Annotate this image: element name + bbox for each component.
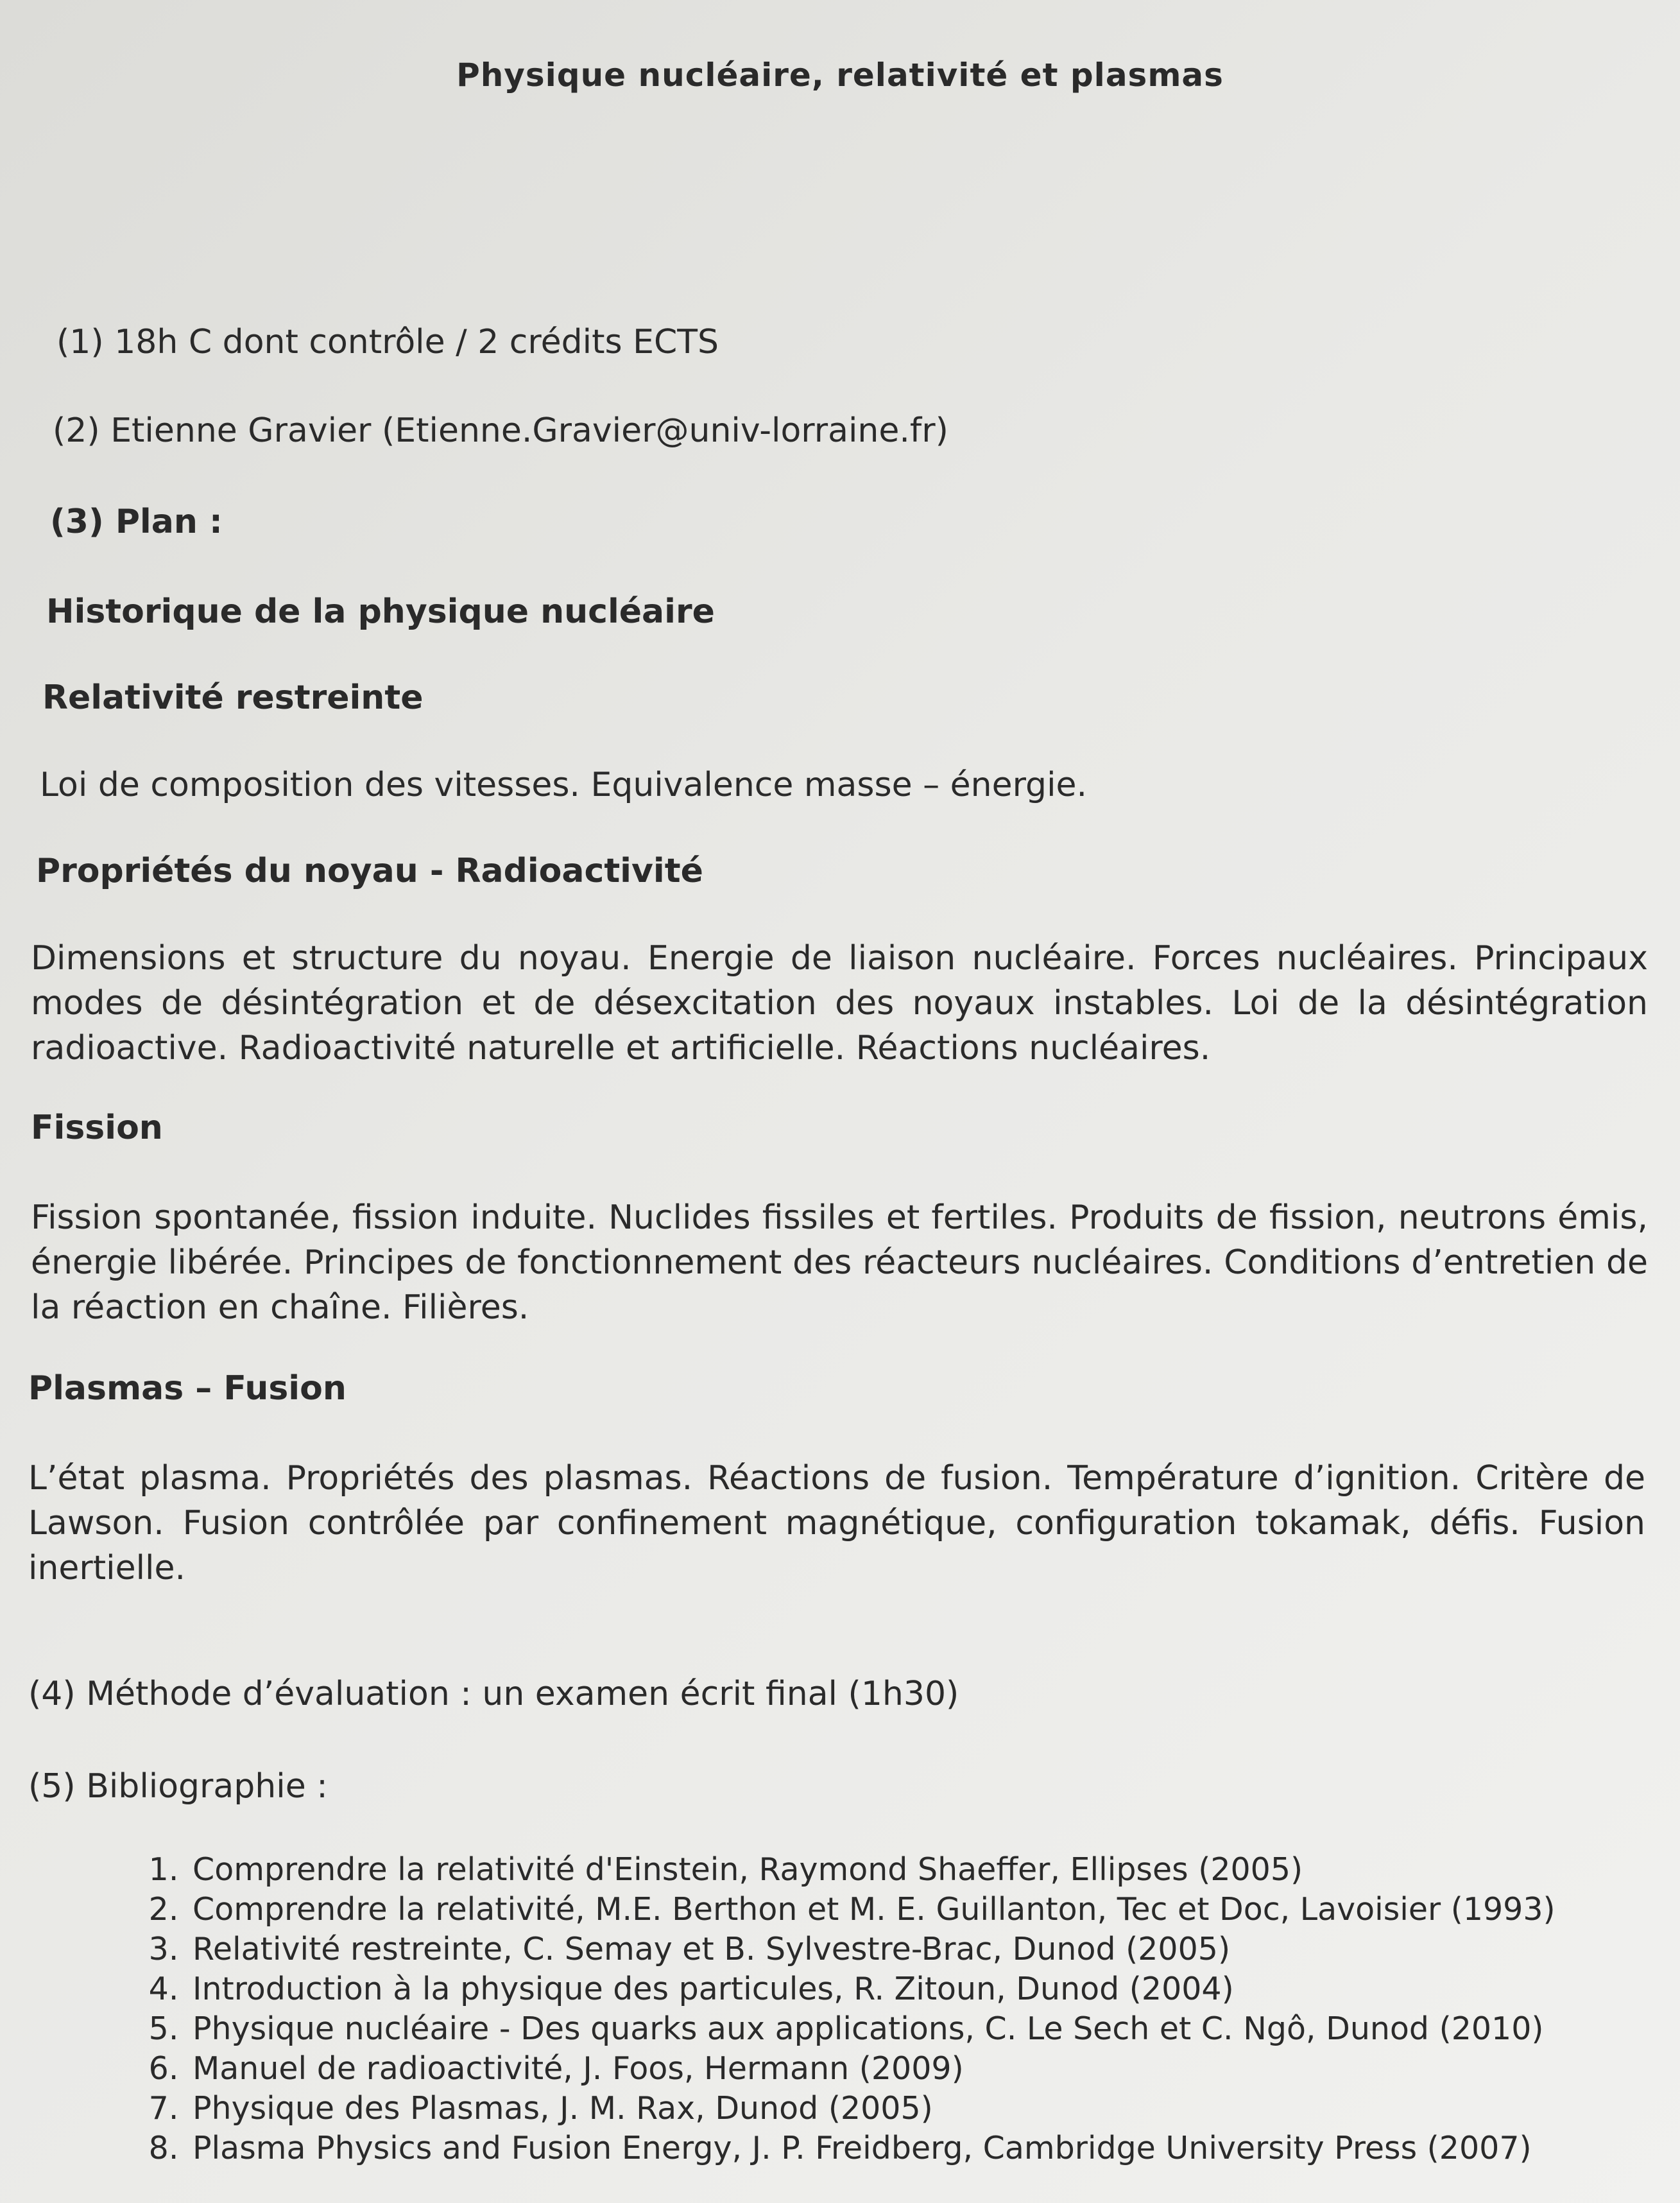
document-title: Physique nucléaire, relativité et plasmas: [456, 56, 1224, 94]
section-text-nucleus: Dimensions et structure du noyau. Energie de liaison nucléaire. Forces nucléaires. Principaux modes de désintégration et de désexcitation des noyaux instables. Loi de la désintégration radioactive. Radioactivité naturelle et artificielle. Réactions nucléaires.: [31, 939, 1648, 1067]
section-heading-nucleus: Propriétés du noyau - Radioactivité: [36, 852, 703, 890]
section-heading-relativity: Relativité restreinte: [42, 678, 424, 717]
teacher-line: (2) Etienne Gravier (Etienne.Gravier@univ-lorraine.fr): [53, 411, 948, 450]
bibliography-item: 1. Comprendre la relativité d'Einstein, Raymond Shaeffer, Ellipses (2005): [189, 1850, 1556, 1890]
bibliography-item: 7. Physique des Plasmas, J. M. Rax, Dunod (2005): [189, 2089, 1556, 2129]
bibliography-item: 8. Plasma Physics and Fusion Energy, J. P. Freidberg, Cambridge University Press (2007): [189, 2129, 1556, 2168]
bibliography-item: 3. Relativité restreinte, C. Semay et B. Sylvestre-Brac, Dunod (2005): [189, 1930, 1556, 1969]
section-text-fission: Fission spontanée, fission induite. Nuclides fissiles et fertiles. Produits de fission, neutrons émis, énergie libérée. Principes de fonctionnement des réacteurs nucléaires. Conditions d’entretien de la réaction en chaîne. Filières.: [31, 1198, 1648, 1327]
bibliography-list: [144, 1850, 1556, 2168]
section-text-relativity: Loi de composition des vitesses. Equivalence masse – énergie.: [40, 766, 1088, 804]
bibliography-item: 5. Physique nucléaire - Des quarks aux applications, C. Le Sech et C. Ngô, Dunod (2010): [189, 2009, 1556, 2049]
bibliography-item: 6. Manuel de radioactivité, J. Foos, Hermann (2009): [189, 2049, 1556, 2089]
section-text-plasmas: L’état plasma. Propriétés des plasmas. Réactions de fusion. Température d’ignition. Critère de Lawson. Fusion contrôlée par confinement magnétique, configuration tokamak, défis. Fusion inertielle.: [28, 1459, 1645, 1587]
plan-label: (3) Plan :: [50, 503, 223, 541]
section-heading-fission: Fission: [31, 1109, 163, 1147]
bibliography-label: (5) Bibliographie :: [28, 1767, 328, 1806]
section-heading-history: Historique de la physique nucléaire: [46, 592, 715, 631]
evaluation-line: (4) Méthode d’évaluation : un examen écrit final (1h30): [28, 1675, 959, 1713]
hours-line: (1) 18h C dont contrôle / 2 crédits ECTS: [56, 323, 719, 361]
bibliography-item: 2. Comprendre la relativité, M.E. Berthon et M. E. Guillanton, Tec et Doc, Lavoisier (1993): [189, 1890, 1556, 1930]
section-heading-plasmas: Plasmas – Fusion: [28, 1369, 347, 1408]
bibliography-item: 4. Introduction à la physique des particules, R. Zitoun, Dunod (2004): [189, 1969, 1556, 2009]
